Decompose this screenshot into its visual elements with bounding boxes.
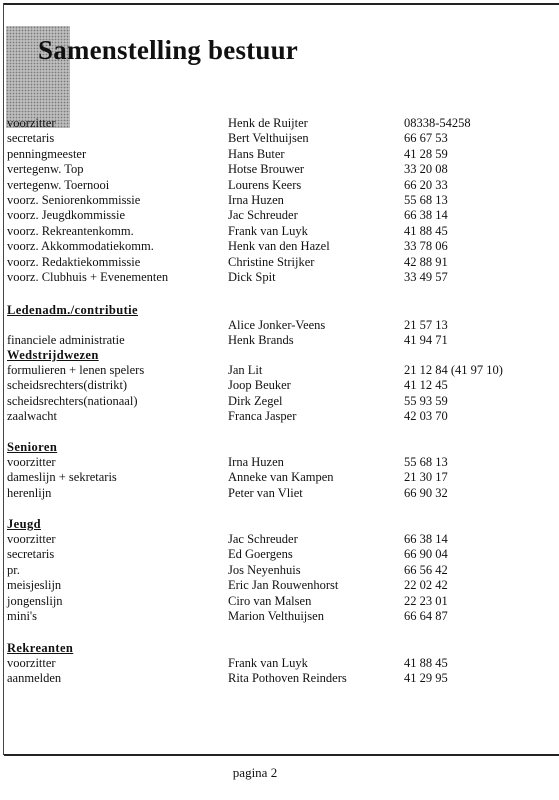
- role-label: formulieren + lenen spelers: [7, 363, 145, 377]
- phone-number: 42 88 91: [404, 254, 448, 269]
- phone-number: 21 57 13: [404, 318, 448, 332]
- phone-number: 33 49 57: [404, 269, 448, 284]
- contact-row: [7, 486, 552, 501]
- phone-number: 21 12 84 (41 97 10): [404, 363, 503, 377]
- person-name: Henk van den Hazel: [228, 239, 330, 254]
- phone-number: 08338-54258: [404, 116, 471, 130]
- role-label: voorzitter: [7, 532, 56, 546]
- contact-row: [7, 470, 552, 485]
- person-name: Jos Neyenhuis: [228, 562, 301, 577]
- role-label: voorz. Clubhuis + Evenementen: [7, 269, 169, 284]
- role-label: voorzitter: [7, 656, 56, 670]
- role-label: scheidsrechters(nationaal): [7, 393, 138, 408]
- section-ledenadm: [7, 302, 552, 349]
- role-label: voorz. Rekreantenkomm.: [7, 223, 134, 238]
- person-name: Frank van Luyk: [228, 223, 308, 238]
- role-label: dameslijn + sekretaris: [7, 470, 117, 485]
- contact-row: [7, 131, 552, 146]
- role-label: zaalwacht: [7, 409, 57, 424]
- phone-number: 41 12 45: [404, 378, 448, 393]
- phone-number: 41 94 71: [404, 333, 448, 348]
- person-name: Henk Brands: [228, 333, 294, 348]
- role-label: voorz. Redaktiekommissie: [7, 254, 141, 269]
- section-heading: Rekreanten: [7, 641, 74, 655]
- contact-row: [7, 671, 552, 686]
- bottom-rule: [4, 754, 559, 756]
- person-name: Frank van Luyk: [228, 656, 308, 670]
- section-wedstrijdwezen: [7, 347, 552, 425]
- person-name: Ciro van Malsen: [228, 593, 312, 608]
- phone-number: 66 38 14: [404, 208, 448, 223]
- person-name: Eric Jan Rouwenhorst: [228, 578, 339, 593]
- person-name: Irna Huzen: [228, 455, 284, 469]
- phone-number: 66 90 32: [404, 485, 448, 500]
- role-label: secretaris: [7, 131, 55, 146]
- top-rule: [4, 3, 559, 5]
- person-name: Franca Jasper: [228, 409, 297, 424]
- role-label: secretaris: [7, 547, 55, 562]
- role-label: meisjeslijn: [7, 578, 62, 593]
- page-number: pagina 2: [232, 765, 278, 780]
- role-label: penningmeester: [7, 146, 87, 161]
- contact-row: [7, 116, 552, 131]
- left-rule: [3, 3, 4, 755]
- role-label: vertegenw. Top: [7, 162, 84, 177]
- contact-row: [7, 409, 552, 424]
- role-label: voorz. Akkommodatiekomm.: [7, 239, 154, 254]
- role-label: scheidsrechters(distrikt): [7, 378, 128, 393]
- page-title: Samenstelling bestuur: [38, 35, 298, 65]
- person-name: Irna Huzen: [228, 192, 284, 207]
- contact-row: [7, 162, 552, 177]
- contact-row: [7, 594, 552, 609]
- phone-number: 66 20 33: [404, 177, 448, 192]
- person-name: Anneke van Kampen: [228, 470, 334, 485]
- role-label: pr.: [7, 562, 20, 577]
- role-label: vertegenw. Toernooi: [7, 177, 110, 192]
- person-name: Alice Jonker-Veens: [228, 318, 326, 332]
- person-name: Christine Strijker: [228, 254, 315, 269]
- contact-row: [7, 378, 552, 393]
- person-name: Lourens Keers: [228, 177, 302, 192]
- contact-row: [7, 394, 552, 409]
- contact-row: [7, 193, 552, 208]
- contact-row: [7, 363, 552, 378]
- role-label: voorzitter: [7, 116, 56, 130]
- section-senioren: [7, 439, 552, 501]
- phone-number: 21 30 17: [404, 470, 448, 485]
- person-name: Hans Buter: [228, 146, 285, 161]
- contact-row: [7, 255, 552, 270]
- section-heading: Ledenadm./contributie: [7, 303, 138, 317]
- phone-number: 33 78 06: [404, 239, 448, 254]
- phone-number: 66 56 42: [404, 562, 448, 577]
- person-name: Bert Velthuijsen: [228, 131, 309, 146]
- person-name: Peter van Vliet: [228, 485, 303, 500]
- person-name: Henk de Ruijter: [228, 116, 308, 130]
- contact-row: [7, 318, 552, 333]
- phone-number: 55 93 59: [404, 393, 448, 408]
- contact-row: [7, 563, 552, 578]
- person-name: Jan Lit: [228, 363, 263, 377]
- contact-row: [7, 532, 552, 547]
- role-label: voorz. Seniorenkommissie: [7, 192, 141, 207]
- section-heading: Jeugd: [7, 517, 41, 531]
- phone-number: 41 88 45: [404, 656, 448, 670]
- role-label: voorz. Jeugdkommissie: [7, 208, 126, 223]
- phone-number: 41 88 45: [404, 223, 448, 238]
- person-name: Dick Spit: [228, 269, 276, 284]
- phone-number: 55 68 13: [404, 192, 448, 207]
- phone-number: 22 02 42: [404, 578, 448, 593]
- person-name: Marion Velthuijsen: [228, 608, 324, 623]
- phone-number: 66 67 53: [404, 131, 448, 146]
- role-label: mini's: [7, 608, 38, 623]
- person-name: Ed Goergens: [228, 547, 293, 562]
- contact-row: [7, 656, 552, 671]
- contact-row: [7, 270, 552, 285]
- section-board: [7, 116, 552, 285]
- phone-number: 66 64 87: [404, 608, 448, 623]
- role-label: financiele administratie: [7, 333, 125, 348]
- role-label: aanmelden: [7, 671, 62, 686]
- person-name: Joop Beuker: [228, 378, 291, 393]
- phone-number: 66 38 14: [404, 532, 448, 546]
- section-heading: Wedstrijdwezen: [7, 348, 99, 362]
- section-jeugd: [7, 516, 552, 624]
- role-label: voorzitter: [7, 455, 56, 469]
- contact-row: [7, 609, 552, 624]
- person-name: Jac Schreuder: [228, 208, 298, 223]
- phone-number: 33 20 08: [404, 162, 448, 177]
- phone-number: 42 03 70: [404, 409, 448, 424]
- phone-number: 41 28 59: [404, 146, 448, 161]
- contact-row: [7, 455, 552, 470]
- role-label: herenlijn: [7, 485, 52, 500]
- section-rekreanten: [7, 640, 552, 687]
- role-label: jongenslijn: [7, 593, 63, 608]
- contact-row: [7, 178, 552, 193]
- contact-row: [7, 208, 552, 223]
- person-name: Hotse Brouwer: [228, 162, 305, 177]
- contact-row: [7, 147, 552, 162]
- phone-number: 66 90 04: [404, 547, 448, 562]
- person-name: Jac Schreuder: [228, 532, 298, 546]
- contact-row: [7, 547, 552, 562]
- section-heading: Senioren: [7, 440, 58, 454]
- person-name: Rita Pothoven Reinders: [228, 671, 347, 686]
- contact-row: [7, 578, 552, 593]
- phone-number: 22 23 01: [404, 593, 448, 608]
- contact-row: [7, 239, 552, 254]
- contact-row: [7, 224, 552, 239]
- phone-number: 55 68 13: [404, 455, 448, 469]
- phone-number: 41 29 95: [404, 671, 448, 686]
- person-name: Dirk Zegel: [228, 393, 283, 408]
